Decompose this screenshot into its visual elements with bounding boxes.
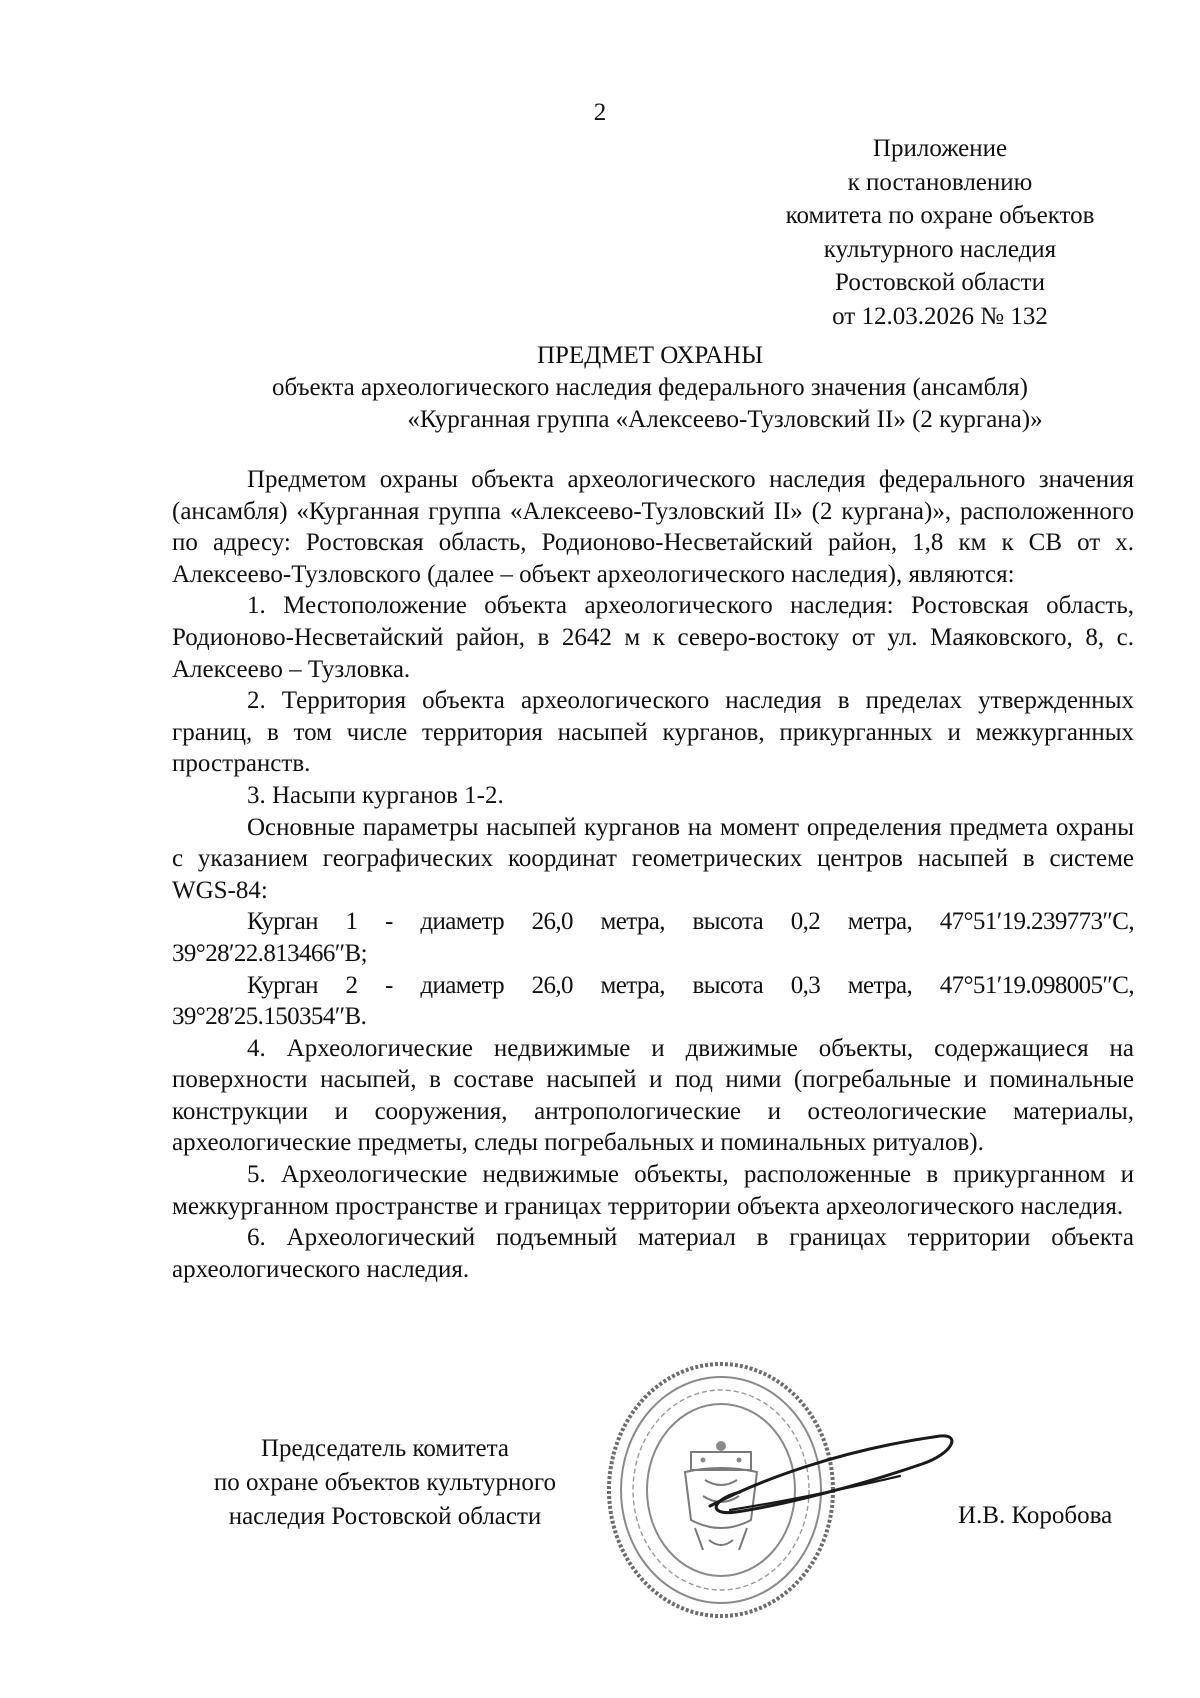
signature-position-line: наследия Ростовской области	[228, 1503, 542, 1530]
appendix-header	[740, 132, 1140, 333]
kurgan-2-paragraph: Курган 2 - диаметр 26,0 метра, высота 0,3 метра, 47°51′19.098005″С, 39°28′25.150354″В.	[172, 971, 1134, 1031]
appendix-line: Ростовской области	[835, 269, 1045, 296]
item-3-paragraph: 3. Насыпи курганов 1-2.	[247, 781, 504, 809]
item-2-paragraph: 2. Территория объекта археологического наследия в пределах утвержденных границ, в том числе территория насыпей курганов, прикурганных и межкурганных пространств.	[172, 687, 1134, 778]
item-4-paragraph: 4. Археологические недвижимые и движимые объекты, содержащиеся на поверхности насыпей, в составе насыпей и под ними (погребальные и поминальные конструкции и сооружения, антропологические и остеологические материалы, археологические предметы, следы погребальных и поминальных ритуалов).	[172, 1034, 1134, 1157]
kurgan-1-paragraph: Курган 1 - диаметр 26,0 метра, высота 0,2 метра, 47°51′19.239773″С, 39°28′22.813466″В;	[172, 908, 1134, 967]
title-heading: ПРЕДМЕТ ОХРАНЫ	[536, 342, 764, 369]
handwritten-signature-icon	[700, 1420, 960, 1530]
appendix-line: комитета по охране объектов	[785, 202, 1095, 229]
title-subtitle: объекта археологического наследия федерального значения (ансамбля)	[272, 374, 1028, 401]
item-1-paragraph: 1. Местоположение объекта археологического наследия: Ростовская область, Родионово-Несветайский район, в 2642 м к северо-востоку от ул. Маяковского, 8, с. Алексеево – Тузловка.	[172, 592, 1134, 683]
appendix-line: культурного наследия	[823, 235, 1057, 263]
intro-paragraph: Предметом охраны объекта археологического наследия федерального значения (ансамбля) «Курганная группа «Алексеево-Тузловский II» (2 кургана)», расположенного по адресу: Ростовская область, Родионово-Несветайский район, 1,8 км к СВ от х. Алексеево-Тузловского (далее – объект археологического наследия), являются:	[172, 466, 1134, 588]
appendix-line: к постановлению	[847, 168, 1033, 196]
signature-position-line: по охране объектов культурного	[213, 1469, 557, 1496]
signature-position-line: Председатель комитета	[261, 1435, 509, 1462]
signer-name: И.В. Коробова	[958, 1502, 1113, 1529]
item-5-paragraph: 5. Археологические недвижимые объекты, расположенные в прикурганном и межкурганном пространстве и границах территории объекта археологического наследия.	[172, 1161, 1134, 1220]
appendix-date-number: от 12.03.2026 № 132	[832, 302, 1048, 330]
document-title	[170, 340, 1130, 436]
document-body	[172, 464, 1134, 1285]
appendix-line: Приложение	[872, 135, 1008, 162]
page-number: 2	[593, 99, 607, 126]
title-object-name: «Курганная группа «Алексеево-Тузловский II» (2 кургана)»	[407, 406, 1043, 433]
signature-position	[170, 1432, 600, 1534]
item-6-paragraph: 6. Археологический подъемный материал в границах территории объекта археологического наследия.	[172, 1224, 1134, 1283]
parameters-paragraph: Основные параметры насыпей курганов на момент определения предмета охраны с указанием географических координат геометрических центров насыпей в системе WGS-84:	[172, 813, 1134, 904]
